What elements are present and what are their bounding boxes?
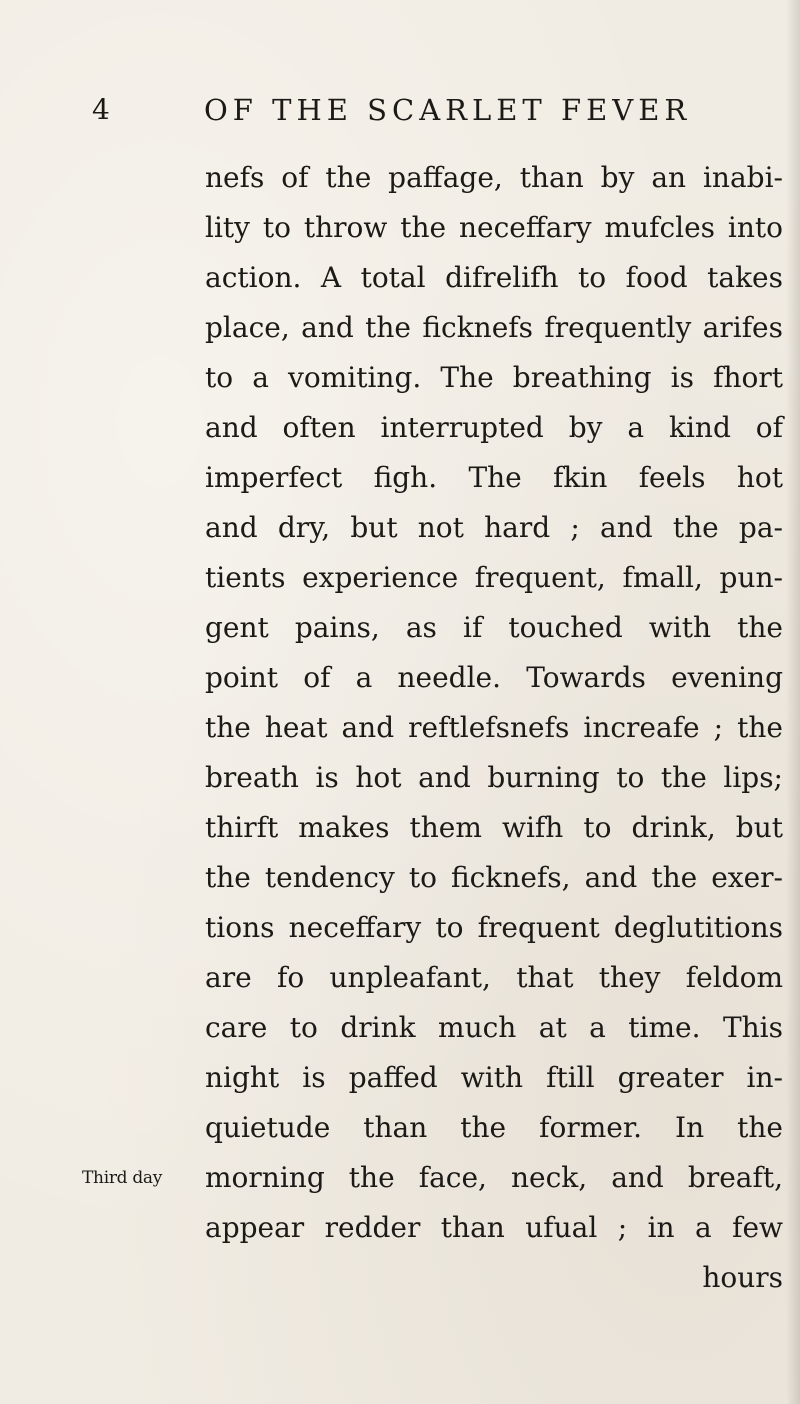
text-line: appear redder than ufual ; in a few — [205, 1211, 783, 1244]
page-header — [0, 92, 800, 132]
text-line: point of a needle. Towards evening — [205, 661, 783, 694]
text-line: tients experience frequent, fmall, pun- — [205, 561, 783, 594]
text-line: lity to throw the neceffary mufcles into — [205, 211, 783, 244]
text-line: and dry, but not hard ; and the pa- — [205, 511, 783, 544]
margin-note: Third day — [82, 1168, 163, 1188]
text-line: imperfect figh. The fkin feels hot — [205, 461, 783, 494]
text-line: the tendency to ficknefs, and the exer- — [205, 861, 783, 894]
text-line: are fo unpleafant, that they feldom — [205, 961, 783, 994]
running-title: OF THE SCARLET FEVER — [204, 93, 692, 127]
catchword: hours — [702, 1261, 783, 1294]
text-line: gent pains, as if touched with the — [205, 611, 783, 644]
text-line: and often interrupted by a kind of — [205, 411, 783, 444]
text-line: thirft makes them wifh to drink, but — [205, 811, 783, 844]
catchword-line — [0, 1258, 800, 1308]
text-line: Third day morning the face, neck, and breaft, — [0, 1158, 800, 1208]
page-number: 4 — [92, 93, 110, 126]
text-line: quietude than the former. In the — [205, 1111, 783, 1144]
text-line: place, and the ficknefs frequently arifes — [205, 311, 783, 344]
text-line: care to drink much at a time. This — [205, 1011, 783, 1044]
text-line: to a vomiting. The breathing is fhort — [205, 361, 783, 394]
text-line: breath is hot and burning to the lips; — [205, 761, 783, 794]
text-line: night is paffed with ftill greater in- — [205, 1061, 783, 1094]
text-line: tions neceffary to frequent deglutitions — [205, 911, 783, 944]
text-line: action. A total difrelifh to food takes — [205, 261, 783, 294]
text-line: nefs of the paffage, than by an inabi- — [205, 161, 783, 194]
text-line: the heat and reftlefsnefs increafe ; the — [205, 711, 783, 744]
